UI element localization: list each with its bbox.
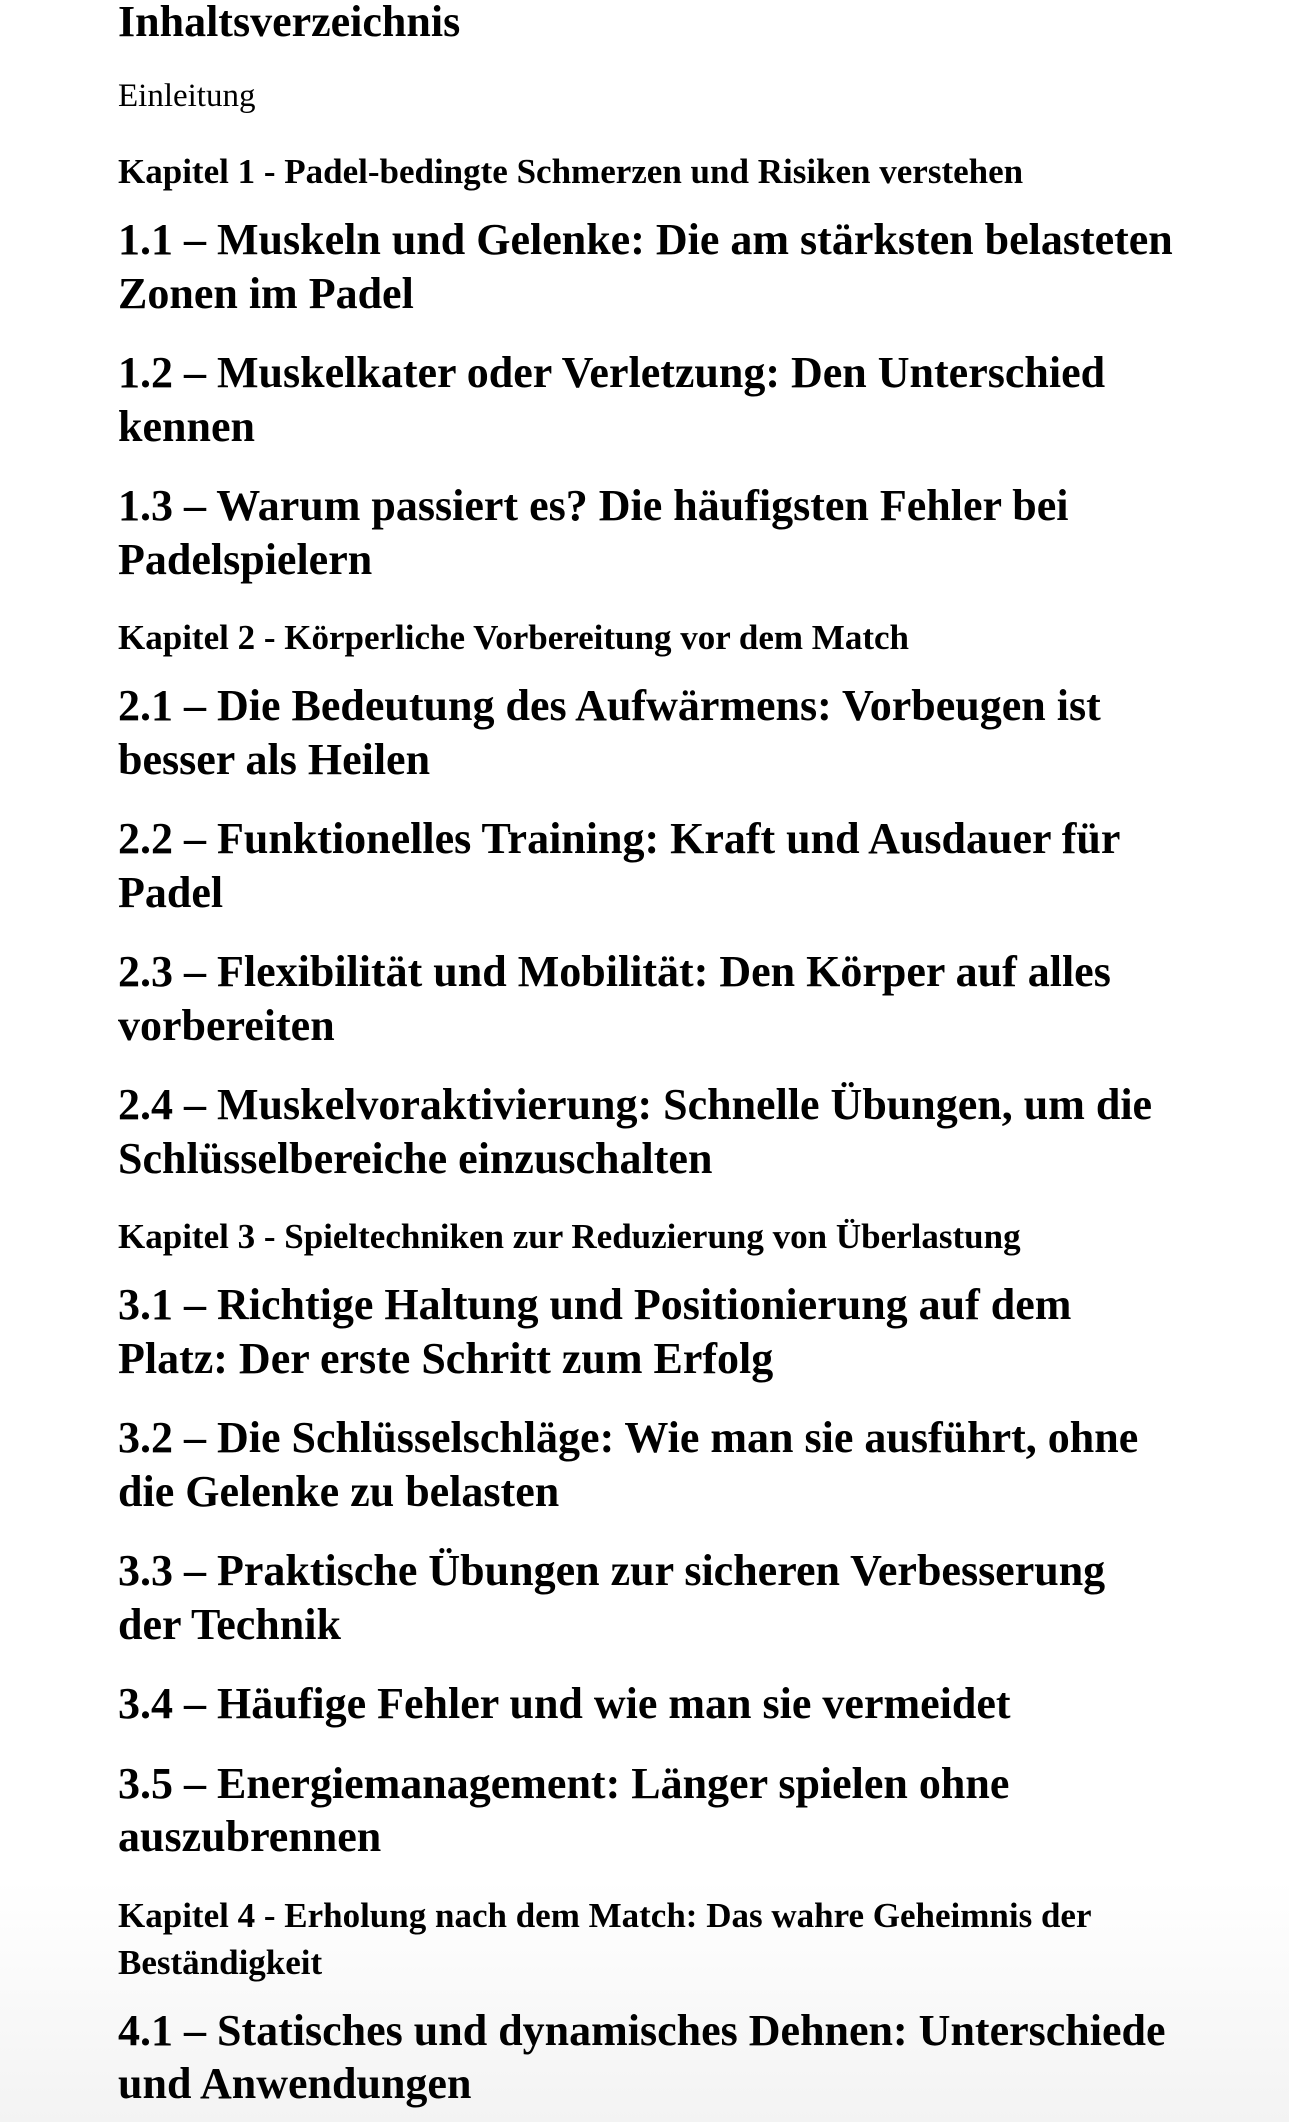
toc-section-4-1[interactable]: 4.1 – Statisches und dynamisches Dehnen: Unterschiede und Anwendungen [118,2005,1166,2108]
toc-section-1-1[interactable]: 1.1 – Muskeln und Gelenke: Die am stärksten belasteten Zonen im Padel [118,215,1173,318]
toc-section-3-2[interactable]: 3.2 – Die Schlüsselschläge: Wie man sie ausführt, ohne die Gelenke zu belasten [118,1413,1139,1516]
toc-chapter-1[interactable]: Kapitel 1 - Padel-bedingte Schmerzen und Risiken verstehen [118,152,1024,191]
toc-section-3-4[interactable]: 3.4 – Häufige Fehler und wie man sie vermeidet [118,1679,1011,1728]
toc-section-3-1[interactable]: 3.1 – Richtige Haltung und Positionierung auf dem Platz: Der erste Schritt zum Erfolg [118,1280,1072,1383]
table-of-contents [118,0,1178,2111]
toc-entry-introduction[interactable]: Einleitung [118,78,256,114]
toc-title: Inhaltsverzeichnis [118,0,461,46]
toc-section-2-3[interactable]: 2.3 – Flexibilität und Mobilität: Den Körper auf alles vorbereiten [118,947,1111,1050]
toc-chapter-2[interactable]: Kapitel 2 - Körperliche Vorbereitung vor dem Match [118,618,909,657]
toc-chapter-3[interactable]: Kapitel 3 - Spieltechniken zur Reduzierung von Überlastung [118,1217,1021,1256]
toc-section-3-3[interactable]: 3.3 – Praktische Übungen zur sicheren Verbesserung der Technik [118,1546,1106,1649]
toc-section-2-4[interactable]: 2.4 – Muskelvoraktivierung: Schnelle Übungen, um die Schlüsselbereiche einzuschalten [118,1080,1153,1183]
toc-section-2-1[interactable]: 2.1 – Die Bedeutung des Aufwärmens: Vorbeugen ist besser als Heilen [118,681,1101,784]
toc-section-3-5[interactable]: 3.5 – Energiemanagement: Länger spielen ohne auszubrennen [118,1758,1010,1861]
toc-section-2-2[interactable]: 2.2 – Funktionelles Training: Kraft und Ausdauer für Padel [118,814,1120,917]
toc-chapter-4[interactable]: Kapitel 4 - Erholung nach dem Match: Das wahre Geheimnis der Beständigkeit [118,1895,1091,1982]
toc-section-1-3[interactable]: 1.3 – Warum passiert es? Die häufigsten Fehler bei Padelspielern [118,481,1069,584]
toc-section-1-2[interactable]: 1.2 – Muskelkater oder Verletzung: Den Unterschied kennen [118,348,1106,451]
